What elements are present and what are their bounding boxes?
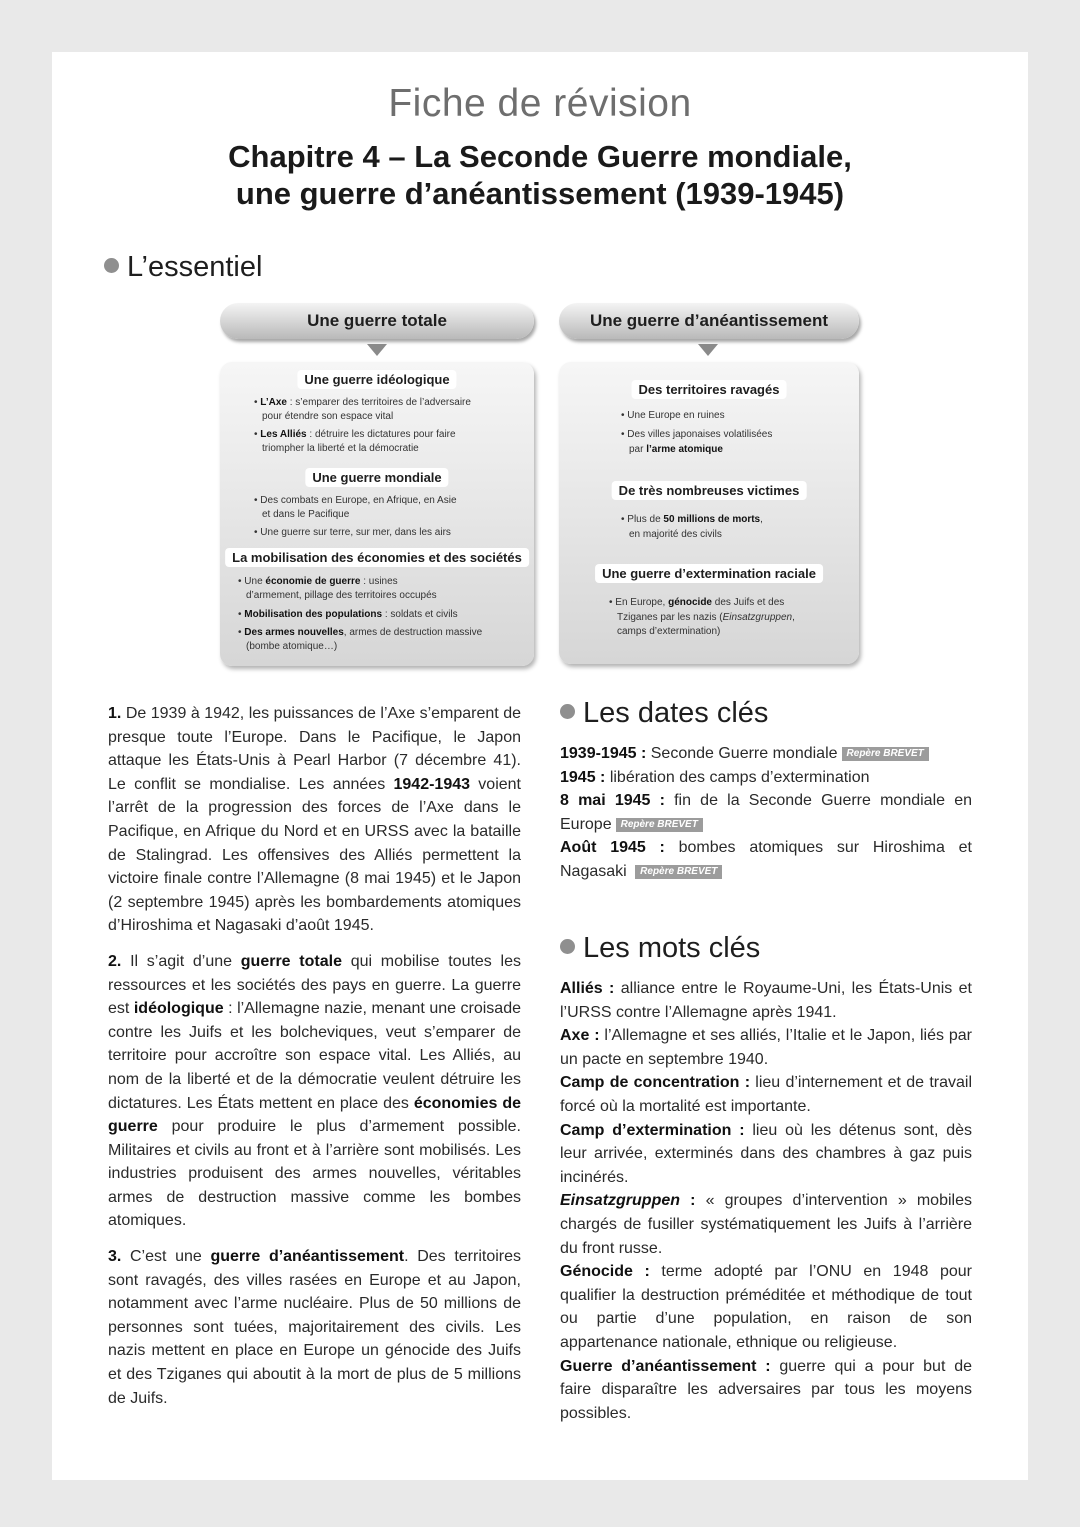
arrow-down-icon [367, 344, 387, 356]
bullet-europe-ruines: • Une Europe en ruines [621, 410, 725, 421]
bullet-axe: • L’Axe : s’emparer des territoires de l’adversaire [254, 397, 471, 408]
date-aout-1945: Août 1945 : bombes atomiques sur Hiroshima et Nagasaki Repère BREVET [560, 839, 972, 880]
tag-territoires-ravages: Des territoires ravagés [632, 380, 787, 399]
tag-mobilisation: La mobilisation des économies et des sociétés [225, 548, 529, 567]
tag-victimes: De très nombreuses victimes [612, 481, 807, 500]
bullet-combats: • Des combats en Europe, en Afrique, en Asie [254, 495, 457, 506]
bullet-villes-japonaises: • Des villes japonaises volatilisées [621, 429, 773, 440]
dates-list [560, 742, 972, 884]
mot-einsatzgruppen: Einsatzgruppen : « groupes d’intervention » mobiles chargés de fusiller systématiquement les Juifs à l’arrière du front russe. [560, 1192, 972, 1257]
repere-brevet-badge: Repère BREVET [616, 818, 703, 832]
repere-brevet-badge: Repère BREVET [635, 865, 722, 879]
box-guerre-aneantissement: Des territoires ravagés • Une Europe en ruines • Des villes japonaises volatilisées par l’arme atomique De très nombreuses victimes • Plus de 50 millions de morts, en majorité des civils Une guerre d’extermination raciale • En Europe, génocide des Juifs et des Tziganes par les nazis (Einsatzgruppen, camps d’extermination) [559, 362, 859, 664]
bullet-economie: • Une économie de guerre : usines [238, 576, 398, 587]
repere-brevet-badge: Repère BREVET [842, 747, 929, 761]
date-1945: 1945 : libération des camps d’extermination [560, 768, 870, 786]
mots-heading: Les mots clés [560, 932, 760, 965]
mot-genocide: Génocide : terme adopté par l’ONU en 1948 pour qualifier la destruction préméditée et méthodique de tout ou partie d’une population, en raison de son appartenance nationale, ethnique ou religieuse. [560, 1263, 972, 1351]
sheet-label: Fiche de révision [388, 82, 692, 125]
bullet-allies: • Les Alliés : détruire les dictatures pour faire [254, 429, 456, 440]
mots-list [560, 977, 972, 1425]
bullet-dot-icon [104, 258, 119, 273]
paragraph-2: 2. Il s’agit d’une guerre totale qui mobilise toutes les ressources et les sociétés des pays en guerre. La guerre est idéologique : l’Allemagne nazie, menant une croisade contre les Juifs et les bolcheviques, veut s’emparer de territoire pour accroître son espace vital. Les Alliés, au nom de la liberté et de la démocratie veulent détruire les dictatures. Les États mettent en place des économies de guerre pour produire le plus d’armement possible. Militaires et civils au front et à l’arrière sont mobilisés. Les industries produisent des armes nouvelles, véritables armes de destruction massive comme les bombes atomiques. [108, 952, 522, 1230]
bullet-dot-icon [560, 704, 575, 719]
mot-camp-extermination: Camp d’extermination : lieu où les détenus sont, dès leur arrivée, exterminés dans des chambres à gaz puis incinérés. [560, 1121, 972, 1186]
bullet-armes: • Des armes nouvelles, armes de destruction massive [238, 627, 483, 638]
tag-guerre-mondiale: Une guerre mondiale [305, 468, 448, 487]
paragraph-3: 3. C’est une guerre d’anéantissement. Des territoires sont ravagés, des villes rasées en Europe et au Japon, notamment avec l’arme nucléaire. Plus de 50 millions de personnes sont tuées, majoritairement des civils. Les nazis mettent en place en Europe un génocide des Juifs et des Tziganes qui aboutit à la mort de plus de 5 millions de Juifs. [108, 1248, 522, 1407]
chapter-title: Chapitre 4 – La Seconde Guerre mondiale, une guerre d’anéantissement (1939-1945) [228, 139, 852, 211]
pill-guerre-totale: Une guerre totale [220, 303, 534, 339]
bullet-genocide: • En Europe, génocide des Juifs et des [609, 597, 785, 608]
mot-axe: Axe : l’Allemagne et ses alliés, l’Italie et le Japon, liés par un pacte en septembre 1940. [560, 1027, 973, 1068]
bullet-dot-icon [560, 939, 575, 954]
mot-camp-concentration: Camp de concentration : lieu d’internement et de travail forcé où la mortalité est importante. [560, 1074, 973, 1115]
arrow-down-icon [698, 344, 718, 356]
date-8-mai-1945: 8 mai 1945 : fin de la Seconde Guerre mondiale en Europe Repère BREVET [560, 792, 972, 833]
tag-extermination-raciale: Une guerre d’extermination raciale [595, 564, 823, 583]
pill-guerre-aneantissement: Une guerre d’anéantissement [559, 303, 859, 339]
revision-sheet [52, 52, 1028, 1480]
bullet-terre-mer-air: • Une guerre sur terre, sur mer, dans les airs [254, 527, 451, 538]
bullet-50-millions: • Plus de 50 millions de morts, [621, 514, 763, 525]
mot-guerre-aneantissement: Guerre d’anéantissement : guerre qui a pour but de faire disparaître les adversaires par tous les moyens possibles. [560, 1357, 973, 1422]
date-1939-1945: 1939-1945 : Seconde Guerre mondiale Repère BREVET [560, 742, 972, 766]
dates-heading: Les dates clés [560, 697, 768, 730]
box-guerre-totale: Une guerre idéologique • L’Axe : s’emparer des territoires de l’adversaire pour étendre son espace vital • Les Alliés : détruire les dictatures pour faire triompher la liberté et la démocratie Une guerre mondiale • Des combats en Europe, en Afrique, en Asie et dans le Pacifique • Une guerre sur terre, sur mer, dans les airs La mobilisation des économies et des sociétés • Une économie de guerre : usines d’armement, pillage des territoires occupés • Mobilisation des populations : soldats et civils • Des armes nouvelles, armes de destruction massive (bombe atomique…) [220, 362, 534, 666]
summary-column [108, 702, 521, 1410]
tag-guerre-ideologique: Une guerre idéologique [297, 370, 456, 389]
essentiel-heading: L’essentiel [104, 251, 262, 284]
bullet-populations: • Mobilisation des populations : soldats et civils [238, 609, 458, 620]
mot-allies: Alliés : alliance entre le Royaume-Uni, les États-Unis et l’URSS contre l’Allemagne après 1941. [560, 980, 972, 1021]
paragraph-1: 1. De 1939 à 1942, les puissances de l’Axe s’emparent de presque toute l’Europe. Dans le Pacifique, le Japon attaque les États-Unis à Pearl Harbor (7 décembre 41). Le conflit se mondialise. Les années 1942-1943 voient l’arrêt de la progression des forces de l’Axe dans le Pacifique, en Afrique du Nord et en URSS avec la bataille de Stalingrad. Les offensives des Alliés permettent la victoire finale contre l’Allemagne (8 mai 1945) et le Japon (2 septembre 1945) après les bombardements atomiques d’Hiroshima et Nagasaki d’août 1945. [108, 705, 522, 935]
